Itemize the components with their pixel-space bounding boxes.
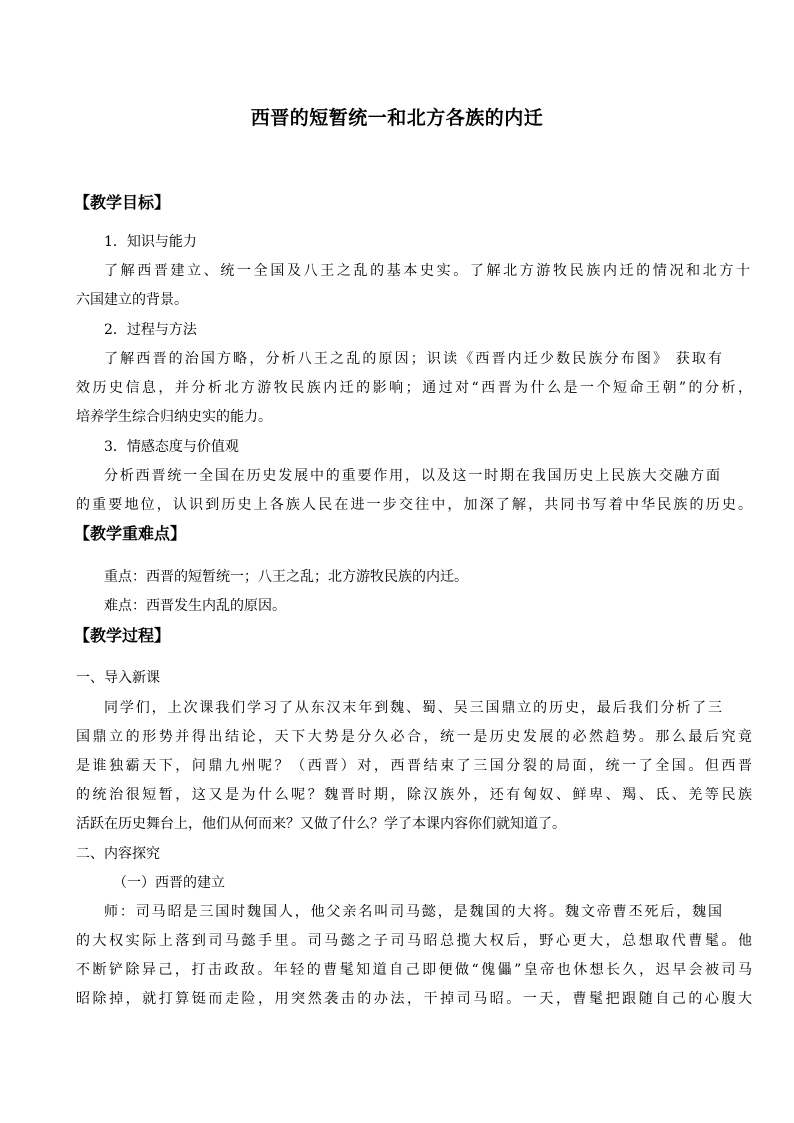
objective-3-title: 3．情感态度与价值观 [104,439,239,455]
subsection-1-line: 的大权实际上落到司马懿手里。司马懿之子司马昭总揽大权后，野心更大，总想取代曹髦。他 [76,933,752,949]
section-heading-objectives: 【教学目标】 [74,193,171,212]
objective-2-line: 了解西晋的治国方略，分析八王之乱的原因；识读《西晋内迁少数民族分布图》 获取有 [104,351,722,367]
subsection-1-line: 不断铲除异己，打击政敌。年轻的曹髦知道自己即便做“傀儡”皇帝也休想长久，迟早会被司马 [76,962,752,978]
intro-line: 的统治很短暂，这又是为什么呢？魏晋时期，除汉族外，还有匈奴、鲜卑、羯、氐、羌等民族 [76,787,752,803]
intro-line: 是谁独霸天下，问鼎九州呢？（西晋）对，西晋结束了三国分裂的局面，统一了全国。但西晋 [76,758,752,774]
intro-line: 同学们，上次课我们学习了从东汉末年到魏、蜀、吴三国鼎立的历史，最后我们分析了三 [104,700,722,716]
objective-3-line: 分析西晋统一全国在历史发展中的重要作用，以及这一时期在我国历史上民族大交融方面 [104,468,720,484]
section-heading-key-points: 【教学重难点】 [74,524,187,543]
objective-2-title: 2．过程与方法 [104,322,197,338]
document-title: 西晋的短暂统一和北方各族的内迁 [250,107,544,129]
objective-2-line: 培养学生综合归纳史实的能力。 [76,409,272,425]
intro-line: 活跃在历史舞台上，他们从何而来？又做了什么？学了本课内容你们就知道了。 [76,816,566,832]
section-heading-process: 【教学过程】 [74,626,171,645]
objective-1-line: 了解西晋建立、统一全国及八王之乱的基本史实。了解北方游牧民族内迁的情况和北方十 [104,263,750,279]
objective-3-line: 的重要地位，认识到历史上各族人民在进一步交往中，加深了解，共同书写着中华民族的历史。 [76,497,752,513]
key-point-text: 重点：西晋的短暂统一；八王之乱；北方游牧民族的内迁。 [104,569,468,585]
process-part-1-title: 一、导入新课 [76,670,160,686]
subsection-1-line: 昭除掉，就打算铤而走险，用突然袭击的办法，干掉司马昭。一天，曹髦把跟随自己的心腹大 [76,991,752,1007]
difficult-point-text: 难点：西晋发生内乱的原因。 [104,598,286,614]
subsection-1-line: 师：司马昭是三国时魏国人，他父亲名叫司马懿，是魏国的大将。魏文帝曹丕死后，魏国 [104,904,722,920]
process-part-2-title: 二、内容探究 [76,846,160,862]
subsection-1-title: （一）西晋的建立 [113,875,225,891]
intro-line: 国鼎立的形势并得出结论，天下大势是分久必合，统一是历史发展的必然趋势。那么最后究竟 [76,729,752,745]
objective-1-title: 1．知识与能力 [104,234,197,250]
objective-2-line: 效历史信息，并分析北方游牧民族内迁的影响；通过对“西晋为什么是一个短命王朝”的分析， [76,380,752,396]
objective-1-line: 六国建立的背景。 [76,292,188,308]
